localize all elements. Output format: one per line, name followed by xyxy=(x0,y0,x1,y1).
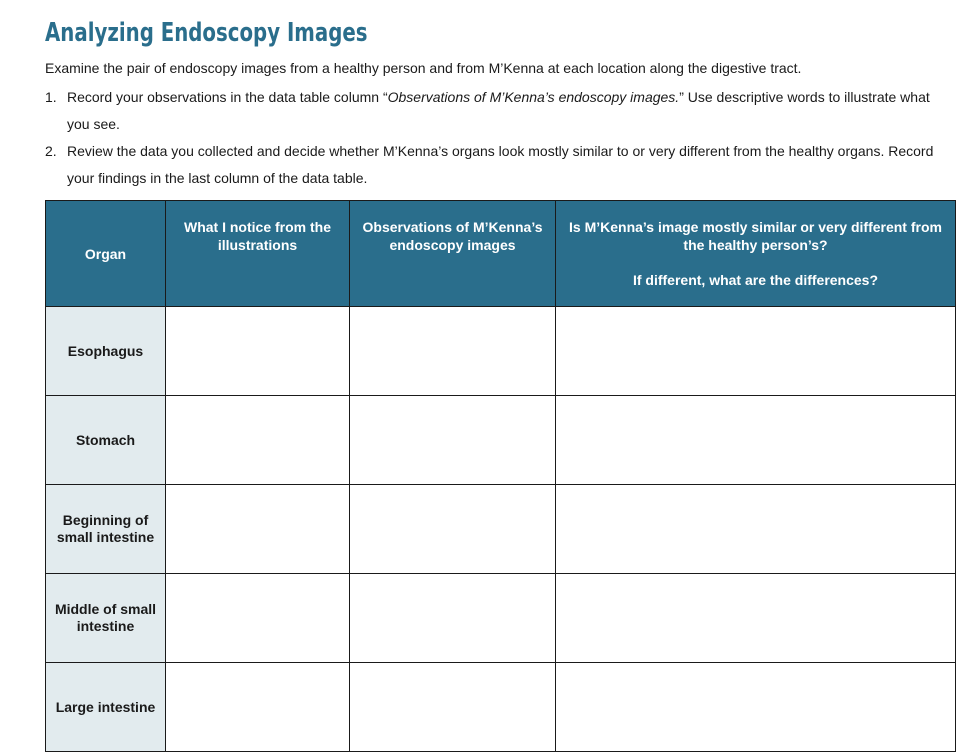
organ-cell: Esophagus xyxy=(46,307,166,396)
instruction-step-1 xyxy=(45,84,945,138)
notice-input-cell[interactable] xyxy=(166,396,350,485)
table-row xyxy=(46,574,956,663)
comparison-input-cell[interactable] xyxy=(556,663,956,752)
comparison-input-cell[interactable] xyxy=(556,574,956,663)
step-text-before: Record your observations in the data table column “ xyxy=(67,89,388,105)
header-notice: What I notice from the illustrations xyxy=(166,201,350,307)
step-text: Review the data you collected and decide whether M’Kenna’s organs look mostly similar to or very different from the healthy organs. Record your findings in the last column of the data table. xyxy=(67,143,934,186)
table-row xyxy=(46,663,956,752)
comparison-input-cell[interactable] xyxy=(556,396,956,485)
data-table xyxy=(45,200,956,752)
instruction-list xyxy=(45,84,945,192)
header-comparison xyxy=(556,201,956,307)
step-number: 1. xyxy=(45,89,57,105)
organ-cell: Large intestine xyxy=(46,663,166,752)
observations-input-cell[interactable] xyxy=(350,396,556,485)
notice-input-cell[interactable] xyxy=(166,663,350,752)
comparison-input-cell[interactable] xyxy=(556,485,956,574)
intro-text: Examine the pair of endoscopy images from a healthy person and from M’Kenna at each location along the digestive tract. xyxy=(45,60,802,76)
notice-input-cell[interactable] xyxy=(166,485,350,574)
table-row xyxy=(46,485,956,574)
organ-cell: Stomach xyxy=(46,396,166,485)
organ-cell: Beginning of small intestine xyxy=(46,485,166,574)
table-header-row xyxy=(46,201,956,307)
notice-input-cell[interactable] xyxy=(166,307,350,396)
instruction-step-2 xyxy=(45,138,945,192)
observations-input-cell[interactable] xyxy=(350,663,556,752)
organ-cell: Middle of small intestine xyxy=(46,574,166,663)
header-comparison-sub: If different, what are the differences? xyxy=(632,272,879,288)
notice-input-cell[interactable] xyxy=(166,574,350,663)
observations-input-cell[interactable] xyxy=(350,574,556,663)
page-title: Analyzing Endoscopy Images xyxy=(45,18,368,48)
comparison-input-cell[interactable] xyxy=(556,307,956,396)
step-text-italic: Observations of M’Kenna’s endoscopy images. xyxy=(387,89,680,105)
header-comparison-main: Is M’Kenna’s image mostly similar or very different from the healthy person’s? xyxy=(569,219,942,253)
observations-input-cell[interactable] xyxy=(350,307,556,396)
step-text-after: ” Use descriptive words to illustrate what you see. xyxy=(67,89,930,132)
observations-input-cell[interactable] xyxy=(350,485,556,574)
header-organ: Organ xyxy=(46,201,166,307)
table-row xyxy=(46,307,956,396)
step-number: 2. xyxy=(45,143,57,159)
header-observations: Observations of M’Kenna’s endoscopy images xyxy=(350,201,556,307)
table-row xyxy=(46,396,956,485)
